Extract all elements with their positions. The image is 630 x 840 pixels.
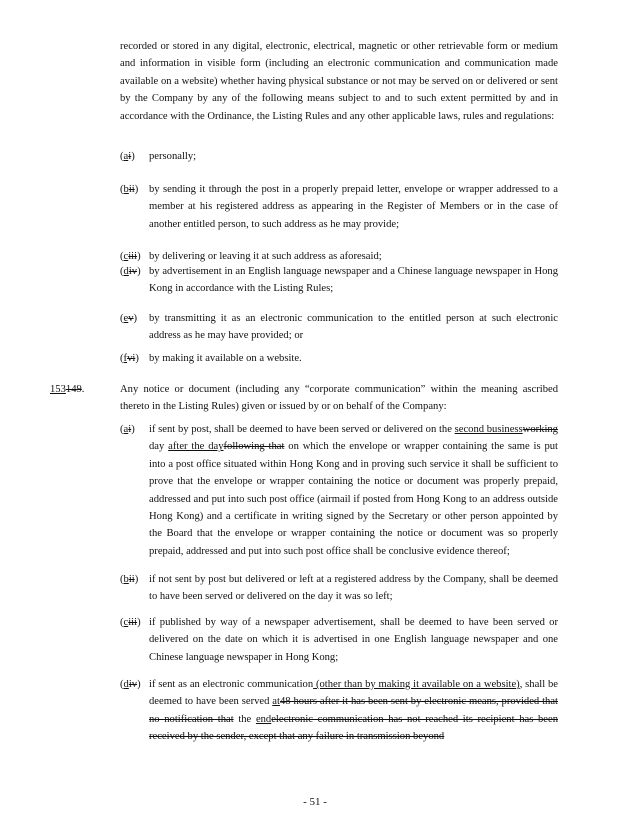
page-number: - 51 - (303, 796, 327, 808)
item-text: if sent by post, shall be deemed to have been served or delivered on the second businessworking day after the dayfollowing that on which the envelope or wrapper containing the same is put into a post office situated within Hong Kong and in proving such service it shall be sufficient to prove that the envelope or wrapper containing the notice or document was properly prepaid, addressed and put into such post office (airmail if posted from Hong Kong to an address outside Hong Kong) and a certificate in writing signed by the Secretary or other person appointed by the Board that the envelope or wrapper containing the notice or document was so properly prepaid, addressed and put into such post office shall be conclusive evidence thereof; (149, 424, 558, 557)
item-text: if sent as an electronic communication (other than by making it available on a website), shall be deemed to have been served at48 hours after it has been sent by electronic means, provided that no notification that the endelectronic communication has not reached its recipient has been received by the sender, except that any failure in transmission beyond (149, 679, 559, 743)
item-label: (ciii) (120, 617, 141, 628)
item-text: by transmitting it as an electronic communication to the entitled person at such electronic address as he may have provided; or (149, 313, 558, 342)
item-text: personally; (149, 151, 197, 162)
item-label: (div) (120, 679, 141, 690)
article-text: Any notice or document (including any “corporate communication” within the meaning ascribed thereto in the Listing Rules) given or issued by or on behalf of the Company: (120, 384, 558, 413)
item-label: (ai) (120, 151, 135, 162)
item-text: if published by way of a newspaper advertisement, shall be deemed to have been served or delivered on the date on which it is advertised in one English language newspaper and one Chinese language newspaper in Hong Kong; (149, 617, 558, 663)
article-number: 153149. (50, 384, 85, 395)
item-text: by delivering or leaving it at such address as aforesaid; (149, 251, 382, 262)
item-text: by sending it through the post in a properly prepaid letter, envelope or wrapper addressed to a member at his registered address as appearing in the Register of Members or in the case of another entitled person, to such address as he may provide; (149, 184, 558, 230)
item-text: by making it available on a website. (149, 353, 302, 364)
item-label: (div) (120, 266, 141, 277)
intro-paragraph: recorded or stored in any digital, electronic, electrical, magnetic or other retrievable form or medium and information in visible form (including an electronic communication and communication made available on a website) whether having physical substance or not may be served on or delivered or sent by the Company by any of the following means subject to and to such extent permitted by and in accordance with the Ordinance, the Listing Rules and any other applicable laws, rules and regulations: (120, 41, 558, 122)
item-text: if not sent by post but delivered or left at a registered address by the Company, shall be deemed to have been served or delivered on the day it was so left; (149, 574, 558, 603)
item-label: (ai) (120, 424, 135, 435)
item-label: (fvi) (120, 353, 139, 364)
item-label: (ev) (120, 313, 138, 324)
item-label: (bii) (120, 574, 139, 585)
item-label: (ciii) (120, 251, 141, 262)
item-text: by advertisement in an English language newspaper and a Chinese language newspaper in Hong Kong in accordance with the Listing Rules; (149, 266, 558, 295)
item-label: (bii) (120, 184, 139, 195)
